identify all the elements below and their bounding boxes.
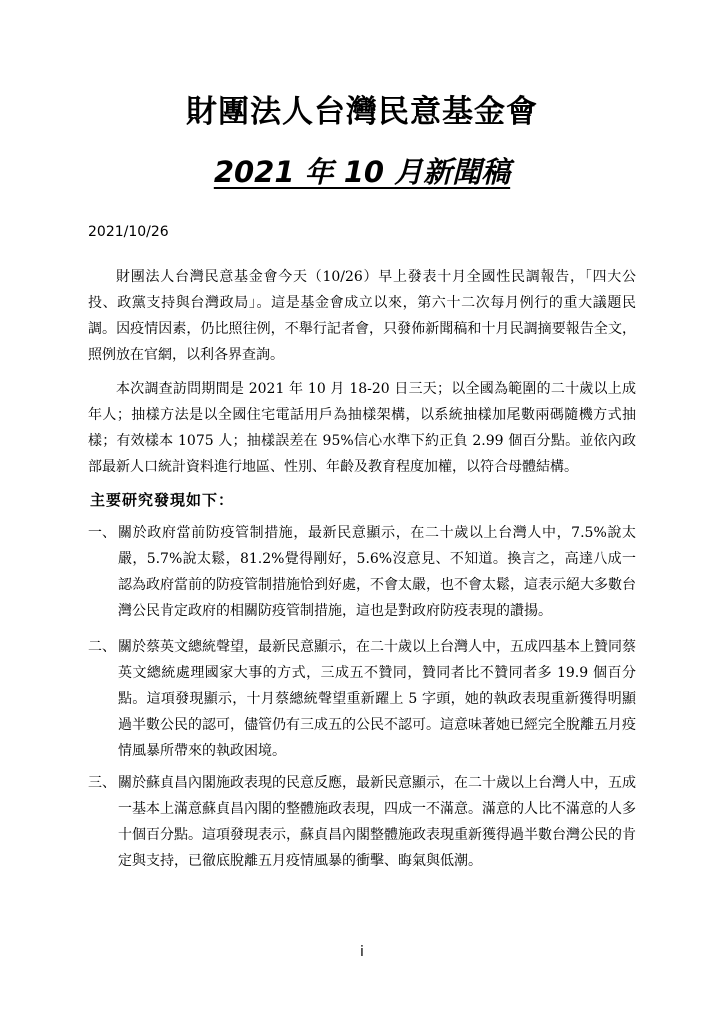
finding-item [88,634,636,764]
finding-text: 關於蘇貞昌內閣施政表現的民意反應，最新民意顯示，在二十歲以上台灣人中，五成一基本上滿意蘇貞昌內閣的整體施政表現，四成一不滿意。滿意的人比不滿意的人多十個百分點。這項發現表示，蘇貞昌內閣整體施政表現重新獲得過半數台灣公民的肯定與支持，已徹底脫離五月疫情風暴的衝擊、晦氣與低潮。 [118,775,636,869]
finding-number: 二、 [88,639,116,655]
finding-item [88,520,636,624]
finding-number: 一、 [88,525,116,541]
document-title: 財團法人台灣民意基金會 [186,94,538,130]
finding-text: 關於蔡英文總統聲望，最新民意顯示，在二十歲以上台灣人中，五成四基本上贊同蔡英文總統處理國家大事的方式，三成五不贊同，贊同者比不贊同者多 19.9 個百分點。這項發現顯示，十月蔡總統聲望重新躍上 5 字頭，她的執政表現重新獲得明顯過半數公民的認可，儘管仍有三成五的公民不認可。這意味著她已經完全脫離五月疫情風暴所帶來的執政困境。 [118,639,636,759]
document-subtitle: 2021 年 10 月新聞稿 [213,155,511,189]
intro-paragraph: 財團法人台灣民意基金會今天（10/26）早上發表十月全國性民調報告，「四大公投、政黨支持與台灣政局」。這是基金會成立以來，第六十二次每月例行的重大議題民調。因疫情因素，仍比照往例，不舉行記者會，只發佈新聞稿和十月民調摘要報告全文，照例放在官網，以利各界查詢。 [88,269,636,363]
finding-item [88,770,636,874]
page-number: i [360,944,364,960]
finding-text: 關於政府當前防疫管制措施，最新民意顯示，在二十歲以上台灣人中，7.5%說太嚴，5.7%說太鬆，81.2%覺得剛好，5.6%沒意見、不知道。換言之，高達八成一認為政府當前的防疫管制措施恰到好處，不會太嚴，也不會太鬆，這表示絕大多數台灣公民肯定政府的相關防疫管制措施，這也是對政府防疫表現的讚揚。 [118,525,636,619]
findings-heading: 主要研究發現如下： [90,491,235,509]
finding-number: 三、 [88,775,116,791]
methodology-paragraph: 本次調查訪問期間是 2021 年 10 月 18-20 日三天；以全國為範圍的二十歲以上成年人；抽樣方法是以全國住宅電話用戶為抽樣架構，以系統抽樣加尾數兩碼隨機方式抽樣；有效樣本 1075 人；抽樣誤差在 95%信心水準下約正負 2.99 個百分點。並依內政部最新人口統計資料進行地區、性別、年齡及教育程度加權，以符合母體結構。 [88,381,636,475]
release-date: 2021/10/26 [88,224,169,240]
